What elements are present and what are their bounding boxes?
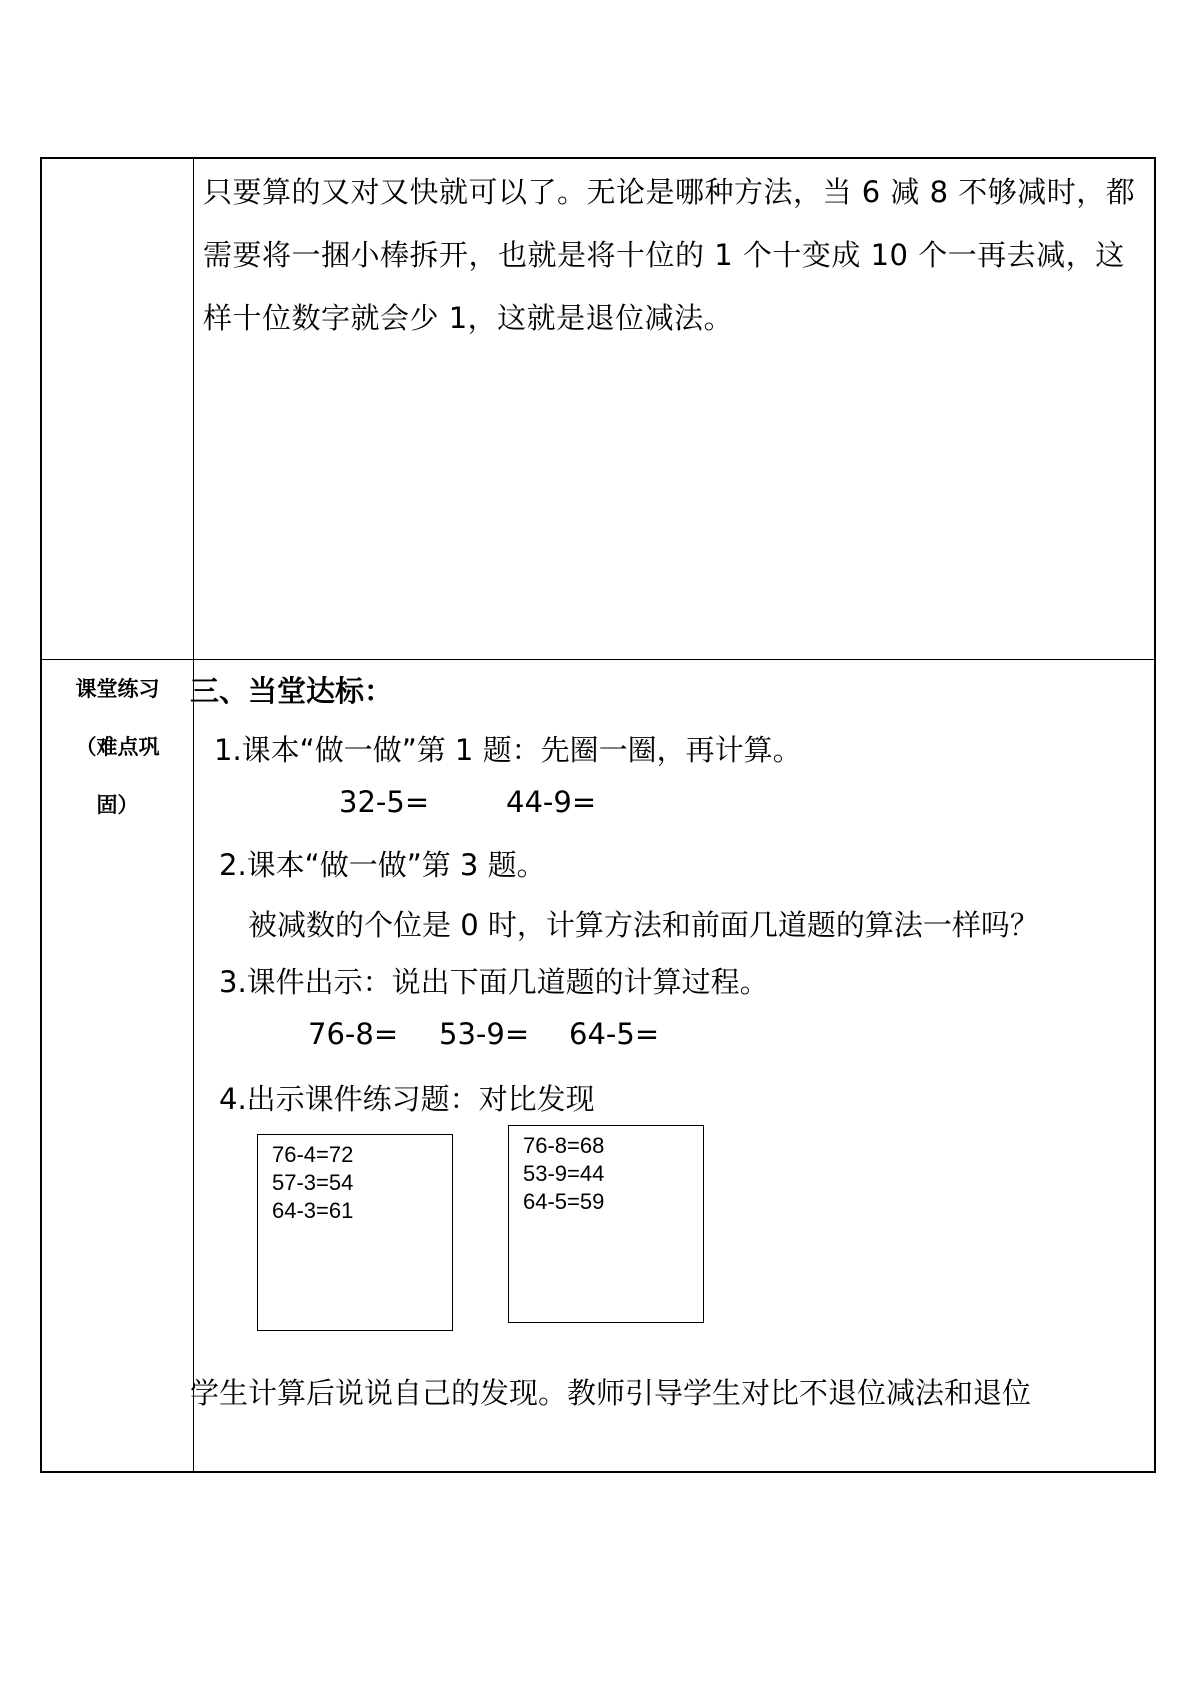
- exercise-3-formula-2: 53-9=: [439, 1017, 530, 1051]
- box-right-line-1: 76-8=68: [523, 1133, 605, 1158]
- lesson-table: [40, 157, 1156, 1473]
- box-right-line-3: 64-5=59: [523, 1189, 605, 1214]
- section-label-line-2: （难点巩: [75, 735, 160, 759]
- exercise-2-question: 被减数的个位是 0 时，计算方法和前面几道题的算法一样吗？: [248, 908, 1039, 942]
- practice-heading: 三、当堂达标：: [190, 674, 394, 708]
- box-left-line-2: 57-3=54: [272, 1170, 354, 1195]
- exercise-1: 1.课本“做一做”第 1 题：先圈一圈，再计算。: [214, 733, 802, 767]
- section-label-line-3: 固）: [96, 793, 139, 817]
- box-right-line-2: 53-9=44: [523, 1161, 605, 1186]
- table-row-practice: [42, 659, 1154, 1471]
- section-label-line-1: 课堂练习: [75, 677, 160, 701]
- exercise-2: 2.课本“做一做”第 3 题。: [219, 848, 546, 882]
- exercise-4: 4.出示课件练习题：对比发现: [219, 1082, 595, 1116]
- explanation-paragraph: 只要算的又对又快就可以了。无论是哪种方法，当 6 减 8 不够减时，都需要将一捆小棒拆开，也就是将十位的 1 个十变成 10 个一再去减，这样十位数字就会少 1，这就是退位减法。: [203, 175, 1136, 335]
- box-left-line-1: 76-4=72: [272, 1142, 354, 1167]
- exercise-1-formula-1: 32-5=: [339, 785, 430, 819]
- exercise-3: 3.课件出示：说出下面几道题的计算过程。: [219, 965, 769, 999]
- table-row-explanation: [42, 159, 1154, 660]
- exercise-1-formula-2: 44-9=: [506, 785, 597, 819]
- exercise-3-formula-1: 76-8=: [308, 1017, 399, 1051]
- comparison-box-no-borrow: [257, 1134, 453, 1331]
- exercise-3-formula-3: 64-5=: [569, 1017, 660, 1051]
- box-left-line-3: 64-3=61: [272, 1198, 354, 1223]
- comparison-box-borrow: [508, 1125, 704, 1323]
- closing-sentence: 学生计算后说说自己的发现。教师引导学生对比不退位减法和退位: [190, 1376, 1032, 1410]
